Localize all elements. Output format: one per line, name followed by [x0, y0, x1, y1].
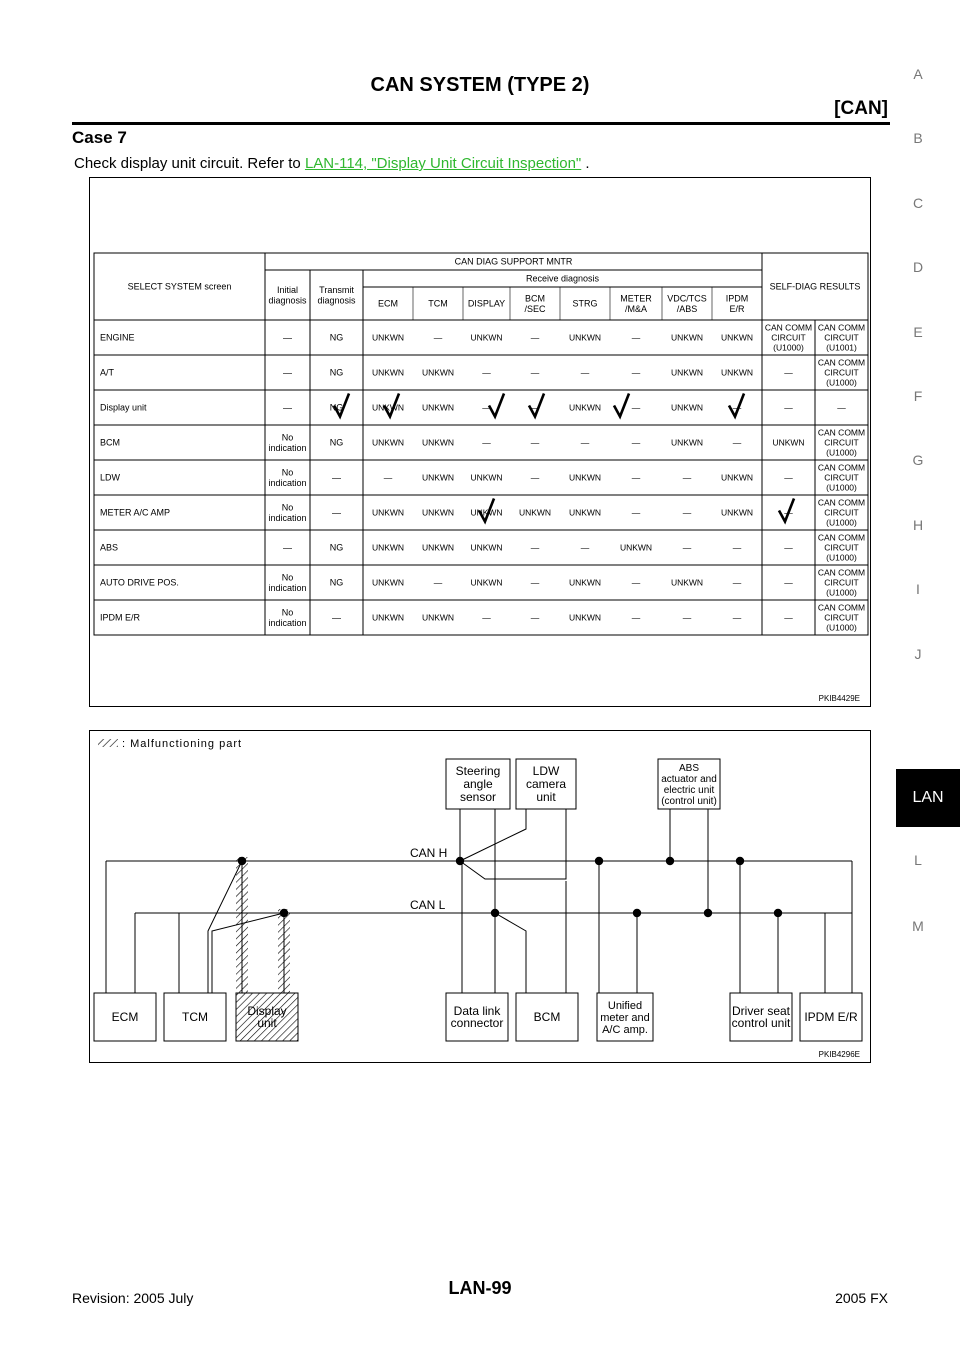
unit-label-abs: ABS actuator and electric unit (control unit): [661, 763, 717, 807]
row-self-diag-1: —: [784, 612, 793, 623]
row-transmit: NG: [329, 367, 344, 378]
row-receive-cell: UNKWN: [720, 507, 754, 518]
row-receive-cell: UNKWN: [670, 577, 704, 588]
row-receive-cell: —: [682, 507, 692, 518]
row-initial: —: [283, 542, 292, 553]
row-system-name: ABS: [100, 542, 119, 553]
unit-label-ecm: ECM: [111, 1010, 139, 1025]
row-self-diag-1: —: [784, 402, 793, 413]
header-can-diag-support: CAN DIAG SUPPORT MNTR: [454, 256, 573, 267]
row-receive-cell: UNKWN: [421, 507, 455, 518]
row-system-name: IPDM E/R: [100, 612, 141, 623]
row-self-diag-1: UNKWN: [772, 437, 805, 448]
row-receive-cell: —: [631, 507, 641, 518]
side-index: [896, 0, 960, 1000]
junction-dot: [633, 909, 641, 917]
row-self-diag-1: —: [784, 542, 793, 553]
row-receive-cell: UNKWN: [670, 332, 704, 343]
row-initial: —: [283, 367, 292, 378]
row-receive-cell: —: [530, 332, 540, 343]
row-transmit: NG: [329, 577, 344, 588]
row-transmit: —: [332, 507, 341, 518]
side-index-letter[interactable]: M: [912, 918, 924, 934]
header-receive-col: ECM: [378, 298, 398, 309]
row-receive-cell: UNKWN: [470, 577, 503, 588]
row-receive-cell: —: [530, 612, 540, 623]
header-rule: [72, 122, 890, 125]
unit-label-ipdm: IPDM E/R: [804, 1010, 858, 1025]
row-receive-cell: —: [732, 402, 742, 413]
wiring-figure: [89, 730, 871, 1063]
row-self-diag-2: CAN COMM CIRCUIT (U1000): [817, 462, 866, 493]
unit-label-meter: Unified meter and A/C amp.: [600, 999, 650, 1036]
row-receive-cell: —: [383, 472, 393, 483]
row-self-diag-1: CAN COMM CIRCUIT (U1000): [764, 322, 813, 353]
can-l-label: CAN L: [410, 898, 446, 912]
row-initial: No indication: [268, 467, 307, 488]
row-receive-cell: UNKWN: [568, 577, 602, 588]
side-index-letter[interactable]: L: [914, 852, 922, 868]
row-receive-cell: UNKWN: [371, 612, 405, 623]
row-self-diag-1: —: [784, 472, 793, 483]
side-index-letter[interactable]: I: [916, 581, 920, 598]
row-system-name: AUTO DRIVE POS.: [100, 577, 179, 588]
row-self-diag-1: —: [784, 367, 793, 378]
check-mark-icon: [489, 394, 504, 417]
row-receive-cell: —: [631, 332, 641, 343]
row-receive-cell: —: [482, 437, 491, 448]
row-self-diag-2: —: [837, 402, 846, 413]
side-index-letter[interactable]: J: [914, 645, 922, 662]
row-transmit: NG: [329, 332, 344, 343]
row-self-diag-2: CAN COMM CIRCUIT (U1000): [817, 357, 866, 388]
case-title: Case 7: [72, 128, 127, 147]
junction-dot: [595, 857, 603, 865]
row-receive-cell: UNKWN: [421, 367, 455, 378]
row-receive-cell: UNKWN: [421, 437, 455, 448]
row-receive-cell: —: [631, 577, 641, 588]
row-receive-cell: UNKWN: [421, 472, 455, 483]
side-index-letter[interactable]: H: [912, 516, 924, 533]
row-initial: No indication: [268, 572, 307, 593]
figure-code: PKIB4296E: [818, 1050, 860, 1059]
row-receive-cell: —: [732, 612, 742, 623]
side-index-letter[interactable]: E: [913, 323, 923, 340]
row-receive-cell: —: [732, 437, 742, 448]
footer-page-number: LAN-99: [448, 1278, 512, 1298]
row-receive-cell: UNKWN: [720, 367, 754, 378]
row-receive-cell: —: [482, 367, 491, 378]
instruction-suffix: .: [581, 155, 590, 172]
wire: [495, 913, 526, 993]
row-receive-cell: UNKWN: [371, 577, 405, 588]
row-initial: No indication: [268, 607, 307, 628]
header-receive-col: VDC/TCS /ABS: [667, 293, 707, 314]
footer-model: 2005 FX: [835, 1290, 888, 1306]
row-receive-cell: —: [482, 402, 491, 413]
row-self-diag-2: CAN COMM CIRCUIT (U1000): [817, 427, 866, 458]
legend-hatch-swatch: [98, 739, 118, 747]
junction-dot: [666, 857, 674, 865]
row-receive-cell: UNKWN: [518, 507, 552, 518]
row-receive-cell: —: [682, 472, 692, 483]
row-receive-cell: UNKWN: [421, 612, 455, 623]
unit-label-steering: Steering angle sensor: [455, 764, 501, 805]
row-receive-cell: —: [682, 542, 692, 553]
figure-code: PKIB4429E: [818, 694, 860, 703]
unit-label-ldw: LDW camera unit: [525, 764, 567, 805]
header-select-system: SELECT SYSTEM screen: [127, 281, 232, 292]
row-initial: No indication: [268, 502, 307, 523]
row-receive-cell: —: [433, 577, 443, 588]
row-receive-cell: —: [682, 612, 692, 623]
side-index-letter[interactable]: C: [912, 194, 924, 211]
row-receive-cell: —: [580, 437, 590, 448]
row-receive-cell: UNKWN: [568, 332, 602, 343]
row-receive-cell: —: [631, 402, 641, 413]
header-transmit: Transmit diagnosis: [317, 284, 356, 306]
row-receive-cell: UNKWN: [670, 437, 704, 448]
unit-label-bcm: BCM: [533, 1010, 561, 1025]
junction-dot: [774, 909, 782, 917]
row-receive-cell: UNKWN: [371, 367, 405, 378]
header-receive-col: STRG: [572, 298, 598, 309]
row-receive-cell: UNKWN: [568, 472, 602, 483]
row-receive-cell: —: [433, 332, 443, 343]
row-system-name: METER A/C AMP: [100, 507, 171, 518]
row-self-diag-1: —: [784, 577, 793, 588]
row-receive-cell: UNKWN: [568, 612, 602, 623]
header-self-diag: SELF-DIAG RESULTS: [769, 281, 861, 292]
page-title: CAN SYSTEM (TYPE 2): [370, 74, 590, 96]
row-receive-cell: UNKWN: [568, 507, 602, 518]
unit-label-tcm: TCM: [182, 1010, 208, 1025]
footer-revision: Revision: 2005 July: [72, 1290, 194, 1306]
row-receive-cell: UNKWN: [371, 542, 405, 553]
row-self-diag-2: CAN COMM CIRCUIT (U1000): [817, 567, 866, 598]
row-receive-cell: UNKWN: [371, 402, 405, 413]
row-receive-cell: UNKWN: [371, 332, 405, 343]
check-mark-icon: [614, 394, 629, 417]
legend-text: : Malfunctioning part: [122, 738, 243, 750]
side-index-letter[interactable]: G: [912, 452, 924, 469]
row-receive-cell: UNKWN: [720, 332, 754, 343]
junction-dot: [456, 857, 464, 865]
unit-label-display: Display unit: [247, 1004, 287, 1031]
row-receive-cell: —: [631, 472, 641, 483]
row-receive-cell: —: [530, 367, 540, 378]
row-receive-cell: UNKWN: [720, 472, 754, 483]
wire: [460, 809, 566, 879]
header-receive-col: BCM /SEC: [524, 293, 546, 314]
section-label: [CAN]: [834, 98, 888, 119]
junction-dot: [491, 909, 499, 917]
row-receive-cell: UNKWN: [670, 367, 704, 378]
side-index-letter[interactable]: B: [913, 130, 923, 147]
row-receive-cell: UNKWN: [371, 437, 405, 448]
row-transmit: —: [332, 612, 341, 623]
row-receive-cell: UNKWN: [670, 402, 704, 413]
row-receive-cell: UNKWN: [470, 542, 503, 553]
junction-dot: [280, 909, 288, 917]
row-self-diag-2: CAN COMM CIRCUIT (U1000): [817, 532, 866, 563]
row-receive-cell: UNKWN: [619, 542, 653, 553]
row-self-diag-1: —: [784, 507, 793, 518]
unit-label-dlc: Data link connector: [450, 1004, 504, 1031]
junction-dot: [238, 857, 246, 865]
side-index-active-tab[interactable]: LAN: [896, 769, 960, 827]
row-receive-cell: —: [580, 542, 590, 553]
row-system-name: LDW: [100, 472, 120, 483]
instruction-prefix: Check display unit circuit. Refer to: [74, 155, 305, 172]
row-initial: —: [283, 332, 292, 343]
row-receive-cell: —: [631, 612, 641, 623]
row-receive-cell: —: [631, 367, 641, 378]
row-receive-cell: —: [530, 437, 540, 448]
row-receive-cell: —: [530, 542, 540, 553]
row-self-diag-2: CAN COMM CIRCUIT (U1000): [817, 602, 866, 633]
row-system-name: ENGINE: [100, 332, 135, 343]
header-receive-col: IPDM E/R: [725, 293, 749, 314]
side-index-letter[interactable]: A: [913, 66, 923, 82]
row-receive-cell: —: [732, 542, 742, 553]
header-receive-col: TCM: [428, 298, 448, 309]
row-transmit: —: [332, 472, 341, 483]
row-initial: —: [283, 402, 292, 413]
side-index-letter[interactable]: F: [913, 388, 923, 404]
header-initial: Initial diagnosis: [268, 284, 307, 306]
row-receive-cell: —: [482, 612, 491, 623]
wiring-diagram-svg: [90, 731, 869, 1061]
reference-link[interactable]: LAN-114, "Display Unit Circuit Inspection": [304, 155, 582, 172]
row-system-name: BCM: [100, 437, 120, 448]
side-index-letter[interactable]: D: [912, 259, 924, 276]
row-initial: No indication: [268, 432, 307, 453]
row-transmit: NG: [329, 542, 344, 553]
row-transmit: NG: [329, 437, 344, 448]
junction-dot: [704, 909, 712, 917]
row-receive-cell: UNKWN: [470, 507, 503, 518]
row-receive-cell: UNKWN: [568, 402, 602, 413]
row-receive-cell: UNKWN: [470, 332, 503, 343]
header-receive-col: METER /M&A: [620, 293, 652, 314]
row-self-diag-2: CAN COMM CIRCUIT (U1000): [817, 497, 866, 528]
row-self-diag-2: CAN COMM CIRCUIT (U1001): [817, 322, 866, 353]
row-receive-cell: —: [530, 577, 540, 588]
header-receive-col: DISPLAY: [467, 298, 506, 309]
row-receive-cell: —: [631, 437, 641, 448]
diagnosis-table-svg: [90, 178, 869, 705]
row-system-name: Display unit: [100, 402, 147, 413]
row-transmit: NG: [329, 402, 344, 413]
row-receive-cell: —: [530, 402, 540, 413]
can-h-label: CAN H: [410, 846, 448, 860]
row-receive-cell: —: [732, 577, 742, 588]
row-receive-cell: UNKWN: [421, 542, 455, 553]
row-receive-cell: UNKWN: [470, 472, 503, 483]
row-system-name: A/T: [100, 367, 115, 378]
diagnosis-figure: [89, 177, 871, 707]
instruction-text: [74, 155, 590, 172]
junction-dot: [736, 857, 744, 865]
row-receive-cell: —: [580, 367, 590, 378]
row-receive-cell: —: [530, 472, 540, 483]
unit-label-seat: Driver seat control unit: [731, 1004, 791, 1031]
header-receive: Receive diagnosis: [525, 273, 600, 284]
row-receive-cell: UNKWN: [371, 507, 405, 518]
row-receive-cell: UNKWN: [421, 402, 455, 413]
